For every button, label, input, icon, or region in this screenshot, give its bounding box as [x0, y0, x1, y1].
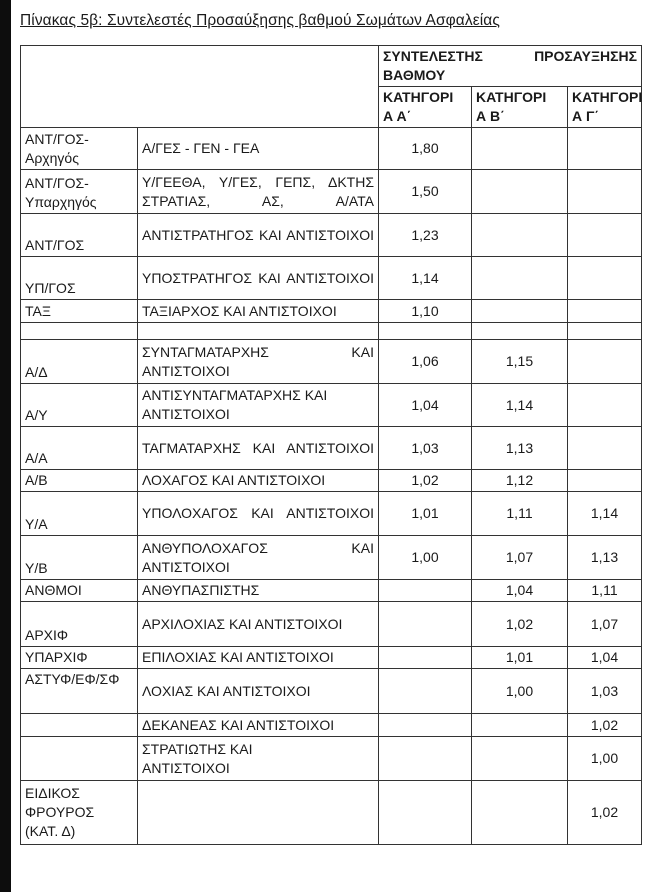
rank-cell: [21, 714, 138, 737]
table-row: [21, 214, 642, 257]
table-row: [21, 669, 642, 714]
value-cat-c: [568, 384, 642, 427]
description-cell: ΤΑΞΙΑΡΧΟΣ ΚΑΙ ΑΝΤΙΣΤΟΙΧΟΙ: [138, 300, 379, 323]
rank-text: ΕΙΔΙΚΟΣ ΦΡΟΥΡΟΣ (ΚΑΤ. Δ): [25, 785, 95, 839]
value-cat-c: [568, 170, 642, 214]
rank-cell: ΑΣΤΥΦ/ΕΦ/ΣΦ: [21, 669, 138, 714]
spacer-cell: [472, 323, 568, 340]
rank-cell: Α/Δ: [21, 340, 138, 384]
value-cat-a: [379, 737, 472, 781]
table-row: [21, 128, 642, 170]
spacer-row: [21, 323, 642, 340]
value-cat-c: [568, 300, 642, 323]
value-cat-a: 1,06: [379, 340, 472, 384]
value-cat-b: [472, 214, 568, 257]
table-row: [21, 580, 642, 602]
value-cat-b: 1,14: [472, 384, 568, 427]
header-group-cell: [379, 46, 642, 87]
value-cat-a: 1,14: [379, 257, 472, 300]
value-cat-c: 1,11: [568, 580, 642, 602]
table-row: [21, 536, 642, 580]
value-cat-a: 1,80: [379, 128, 472, 170]
value-cat-c: 1,02: [568, 714, 642, 737]
value-cat-c: 1,04: [568, 647, 642, 669]
rank-cell: Α/Β: [21, 470, 138, 492]
coefficients-table: [20, 45, 642, 845]
header-category-c: [568, 87, 642, 128]
description-cell: ΑΝΤΙΣΥΝΤΑΓΜΑΤΑΡΧΗΣ ΚΑΙ ΑΝΤΙΣΤΟΙΧΟΙ: [138, 384, 379, 427]
table-row: [21, 427, 642, 470]
table-row: [21, 300, 642, 323]
table-row: [21, 170, 642, 214]
description-cell: ΛΟΧΙΑΣ ΚΑΙ ΑΝΤΙΣΤΟΙΧΟΙ: [138, 669, 379, 714]
header-category-b-line2: Α Β΄: [476, 108, 505, 124]
value-cat-a: 1,00: [379, 536, 472, 580]
value-cat-a: [379, 669, 472, 714]
table-row: [21, 714, 642, 737]
value-cat-c: 1,13: [568, 536, 642, 580]
rank-cell: ΑΝΘΜΟΙ: [21, 580, 138, 602]
description-cell: ΥΠΟΣΤΡΑΤΗΓΟΣ ΚΑΙ ΑΝΤΙΣΤΟΙΧΟΙ: [138, 257, 379, 300]
table-row: [21, 737, 642, 781]
rank-cell: ΑΝΤ/ΓΟΣ-Αρχηγός: [21, 128, 138, 170]
rank-cell: Α/Υ: [21, 384, 138, 427]
description-cell: ΑΡΧΙΛΟΧΙΑΣ ΚΑΙ ΑΝΤΙΣΤΟΙΧΟΙ: [138, 602, 379, 647]
value-cat-b: 1,15: [472, 340, 568, 384]
table-row: [21, 647, 642, 669]
header-empty-cell: [21, 46, 379, 128]
value-cat-a: [379, 602, 472, 647]
header-group-word1: ΣΥΝΤΕΛΕΣΤΗΣ: [383, 48, 483, 64]
value-cat-c: 1,02: [568, 781, 642, 845]
value-cat-c: [568, 257, 642, 300]
table-row: [21, 384, 642, 427]
header-row-group: [21, 46, 642, 87]
value-cat-c: [568, 128, 642, 170]
description-cell: ΑΝΘΥΠΟΛΟΧΑΓΟΣ ΚΑΙ ΑΝΤΙΣΤΟΙΧΟΙ: [138, 536, 379, 580]
value-cat-a: 1,02: [379, 470, 472, 492]
header-group-word2: ΠΡΟΣΑΥΞΗΣΗΣ: [534, 48, 638, 64]
value-cat-b: [472, 128, 568, 170]
table-row: [21, 781, 642, 845]
description-cell: Υ/ΓΕΕΘΑ, Υ/ΓΕΣ, ΓΕΠΣ, ΔΚΤΗΣ ΣΤΡΑΤΙΑΣ, ΑΣ, Α/ΑΤΑ: [138, 170, 379, 214]
value-cat-b: 1,04: [472, 580, 568, 602]
value-cat-a: 1,50: [379, 170, 472, 214]
spacer-cell: [21, 323, 138, 340]
rank-cell: [21, 737, 138, 781]
rank-cell: ΑΝΤ/ΓΟΣ: [21, 214, 138, 257]
description-cell: ΔΕΚΑΝΕΑΣ ΚΑΙ ΑΝΤΙΣΤΟΙΧΟΙ: [138, 714, 379, 737]
scan-edge: [0, 0, 11, 892]
description-cell: [138, 737, 379, 781]
header-category-a-line1: ΚΑΤΗΓΟΡΙ: [383, 89, 454, 105]
value-cat-b: 1,13: [472, 427, 568, 470]
header-category-c-line2: Α Γ΄: [572, 108, 600, 124]
value-cat-a: [379, 781, 472, 845]
value-cat-b: [472, 170, 568, 214]
value-cat-c: [568, 214, 642, 257]
header-category-b-line1: ΚΑΤΗΓΟΡΙ: [476, 89, 547, 105]
rank-cell: ΤΑΞ: [21, 300, 138, 323]
value-cat-b: 1,01: [472, 647, 568, 669]
page-title: Πίνακας 5β: Συντελεστές Προσαύξησης βαθμού Σωμάτων Ασφαλείας: [20, 12, 500, 29]
value-cat-b: 1,11: [472, 492, 568, 536]
description-cell: ΑΝΤΙΣΤΡΑΤΗΓΟΣ ΚΑΙ ΑΝΤΙΣΤΟΙΧΟΙ: [138, 214, 379, 257]
value-cat-a: 1,23: [379, 214, 472, 257]
value-cat-a: [379, 647, 472, 669]
header-category-c-line1: ΚΑΤΗΓΟΡΙ: [572, 89, 643, 105]
rank-cell: ΑΝΤ/ΓΟΣ-Υπαρχηγός: [21, 170, 138, 214]
value-cat-a: 1,03: [379, 427, 472, 470]
table-row: [21, 470, 642, 492]
value-cat-b: [472, 781, 568, 845]
value-cat-c: 1,14: [568, 492, 642, 536]
value-cat-b: [472, 737, 568, 781]
header-group-line2: ΒΑΘΜΟΥ: [383, 67, 446, 83]
value-cat-a: 1,01: [379, 492, 472, 536]
value-cat-a: [379, 580, 472, 602]
header-category-b: [472, 87, 568, 128]
spacer-cell: [568, 323, 642, 340]
header-category-a: [379, 87, 472, 128]
value-cat-b: 1,07: [472, 536, 568, 580]
value-cat-b: 1,02: [472, 602, 568, 647]
spacer-cell: [138, 323, 379, 340]
value-cat-c: 1,07: [568, 602, 642, 647]
value-cat-c: [568, 470, 642, 492]
table-row: [21, 340, 642, 384]
rank-cell: Υ/Β: [21, 536, 138, 580]
description-cell: ΕΠΙΛΟΧΙΑΣ ΚΑΙ ΑΝΤΙΣΤΟΙΧΟΙ: [138, 647, 379, 669]
description-cell: ΤΑΓΜΑΤΑΡΧΗΣ ΚΑΙ ΑΝΤΙΣΤΟΙΧΟΙ: [138, 427, 379, 470]
rank-cell: [21, 781, 138, 845]
value-cat-b: [472, 257, 568, 300]
value-cat-a: [379, 714, 472, 737]
value-cat-b: 1,12: [472, 470, 568, 492]
description-cell: ΑΝΘΥΠΑΣΠΙΣΤΗΣ: [138, 580, 379, 602]
value-cat-b: [472, 714, 568, 737]
table-row: [21, 602, 642, 647]
table-row: [21, 492, 642, 536]
header-category-a-line2: Α Α΄: [383, 108, 412, 124]
description-cell: ΥΠΟΛΟΧΑΓΟΣ ΚΑΙ ΑΝΤΙΣΤΟΙΧΟΙ: [138, 492, 379, 536]
value-cat-a: 1,10: [379, 300, 472, 323]
value-cat-a: 1,04: [379, 384, 472, 427]
description-cell: ΣΥΝΤΑΓΜΑΤΑΡΧΗΣ ΚΑΙ ΑΝΤΙΣΤΟΙΧΟΙ: [138, 340, 379, 384]
value-cat-c: [568, 427, 642, 470]
value-cat-c: 1,00: [568, 737, 642, 781]
rank-cell: ΥΠΑΡΧΙΦ: [21, 647, 138, 669]
table-row: [21, 257, 642, 300]
description-cell: Α/ΓΕΣ - ΓΕΝ - ΓΕΑ: [138, 128, 379, 170]
rank-cell: ΥΠ/ΓΟΣ: [21, 257, 138, 300]
value-cat-b: 1,00: [472, 669, 568, 714]
description-text: ΣΤΡΑΤΙΩΤΗΣ ΚΑΙ ΑΝΤΙΣΤΟΙΧΟΙ: [142, 740, 253, 776]
spacer-cell: [379, 323, 472, 340]
value-cat-c: [568, 340, 642, 384]
description-cell: ΛΟΧΑΓΟΣ ΚΑΙ ΑΝΤΙΣΤΟΙΧΟΙ: [138, 470, 379, 492]
description-cell: [138, 781, 379, 845]
value-cat-c: 1,03: [568, 669, 642, 714]
rank-cell: Υ/Α: [21, 492, 138, 536]
rank-cell: ΑΡΧΙΦ: [21, 602, 138, 647]
rank-cell: Α/Α: [21, 427, 138, 470]
value-cat-b: [472, 300, 568, 323]
